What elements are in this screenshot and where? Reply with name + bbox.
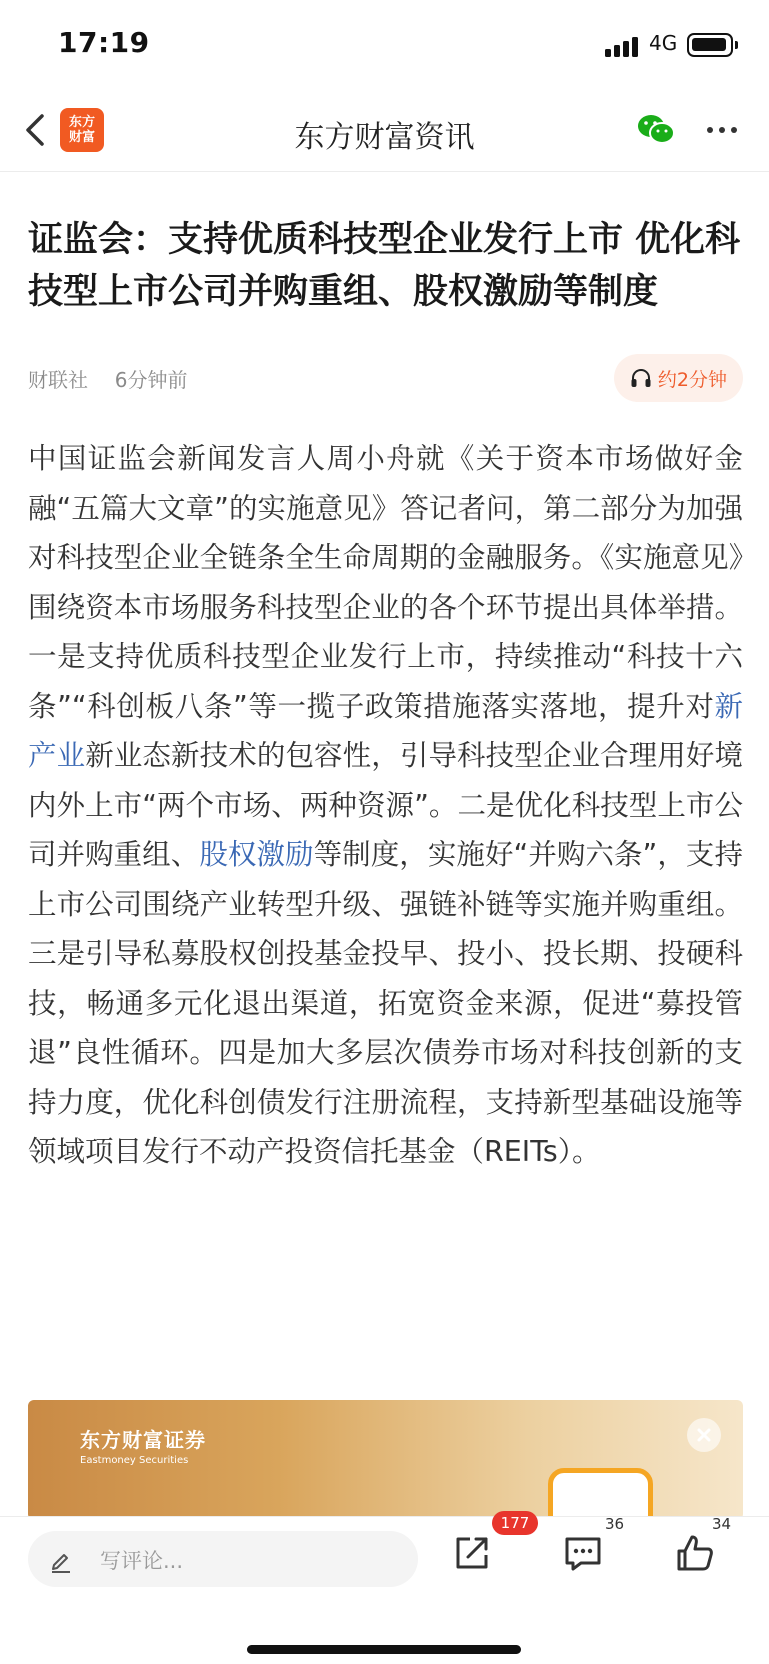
- more-icon: [704, 112, 740, 148]
- comment-icon: [561, 1531, 605, 1575]
- share-button[interactable]: [450, 1531, 494, 1575]
- home-indicator: [247, 1645, 521, 1654]
- page-title: 东方财富资讯: [294, 120, 475, 155]
- ad-brand-logo: [80, 1424, 206, 1466]
- body-text-1: 中国证监会新闻发言人周小舟就《关于资本市场做好金融“五篇大文章”的实施意见》答记者问，第二部分为加强对科技型企业全链条全生命周期的金融服务。《实施意见》围绕资本市场服务科技型企业的各个环节提出具体举措。一是支持优质科技型企业发行上市，持续推动“科技十六条”“科创板八条”等一揽子政策措施落实落地，提升对: [28, 442, 743, 723]
- close-icon: [696, 1427, 712, 1443]
- article-time: 6分钟前: [114, 368, 188, 392]
- pencil-icon: [48, 1547, 74, 1573]
- wechat-icon: [636, 112, 676, 148]
- ad-banner[interactable]: [28, 1400, 743, 1520]
- like-count: 34: [712, 1515, 732, 1533]
- share-icon: [450, 1531, 494, 1575]
- nav-bar: [0, 90, 769, 172]
- more-button[interactable]: [704, 112, 740, 148]
- wechat-share-button[interactable]: [636, 112, 676, 148]
- status-bar: [0, 0, 769, 90]
- comments-button[interactable]: [561, 1531, 605, 1575]
- thumbs-up-icon: [673, 1531, 717, 1575]
- listen-button[interactable]: [614, 354, 743, 402]
- ad-brand-en: Eastmoney Securities: [80, 1455, 189, 1466]
- stock-link-new-industry[interactable]: 新产业: [28, 689, 743, 772]
- comment-placeholder: 写评论...: [100, 1549, 184, 1573]
- ad-close-button[interactable]: [687, 1418, 721, 1452]
- comment-count: 36: [605, 1515, 625, 1533]
- article-headline: 证监会：支持优质科技型企业发行上市 优化科技型上市公司并购重组、股权激励等制度: [28, 220, 741, 312]
- comment-input[interactable]: [28, 1531, 418, 1587]
- like-button[interactable]: [673, 1531, 717, 1575]
- article-content: [28, 172, 743, 1177]
- article-body: [28, 434, 743, 1177]
- read-time-label: 约2分钟: [657, 368, 727, 391]
- article-meta: [28, 354, 743, 404]
- ad-phone-illustration: [548, 1468, 653, 1520]
- body-text-2: 新业态新技术的包容性，引导科技型企业合理用好境内外上市“两个市场、两种资源”。二是优化科技型上市公司并购重组、: [28, 739, 743, 871]
- stock-link-equity-incentive[interactable]: 股权激励: [199, 838, 314, 871]
- share-count-badge: 177: [492, 1511, 538, 1535]
- network-type: 4G: [649, 31, 678, 55]
- signal-icon: [605, 35, 641, 57]
- article-source-time: [28, 364, 187, 393]
- battery-icon: [687, 33, 733, 57]
- bottom-action-bar: [0, 1516, 769, 1664]
- app-logo[interactable]: 东方财富: [60, 108, 104, 152]
- ad-brand-cn: 东方财富证券: [80, 1428, 206, 1452]
- article-source: 财联社: [28, 368, 88, 392]
- status-time: 17:19: [58, 26, 150, 59]
- headphones-icon: [630, 368, 652, 388]
- body-text-3: 等制度，实施好“并购六条”，支持上市公司围绕产业转型升级、强链补链等实施并购重组。三是引导私募股权创投基金投早、投小、投长期、投硬科技，畅通多元化退出渠道，拓宽资金来源，促进“募投管退”良性循环。四是加大多层次债券市场对科技创新的支持力度，优化科创债发行注册流程，支持新型基础设施等领域项目发行不动产投资信托基金（REITs）。: [28, 838, 743, 1168]
